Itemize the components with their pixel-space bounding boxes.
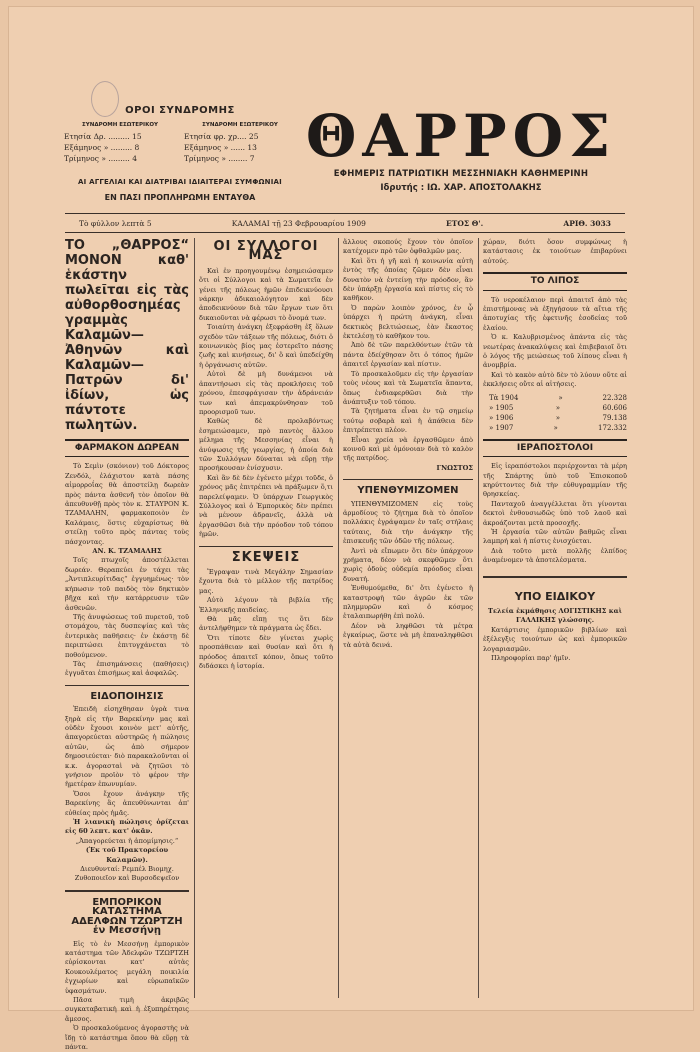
article-paragraph: Τὸ νεροκέλαιον περὶ ἀπαιτεῖ ἀπὸ τὰς ἐπιστήμονας νὰ ἐξηγήσουν τὰ αἴτια τῆς ἀποτυχίας τῆς ἐφετινῆς ἐσοδείας τοῦ ἐλαίου. [483,295,627,332]
stat-row [489,393,627,403]
stat-year: » 1907 [489,423,514,432]
article-paragraph: Ἀντὶ νὰ εἴπωμεν ὅτι δὲν ὑπάρχουν χρήματα, δέον νὰ σκεφθῶμεν ὅτι χωρὶς ὁδοὺς οὐδεμία πρόοδος εἶναι δυνατή. [343,546,473,583]
article-signature: ΓΝΩΣΤΟΣ [436,463,473,472]
reminder-heading: ΥΠΕΝΘΥΜΙΖΟΜΕΝ [357,485,459,497]
article-paragraph: Πληροφορίαι παρ' ἡμῖν. [491,654,571,662]
article-paragraph: Διὰ τοῦτο μετὰ πολλῆς ἐλπίδος ἀναμένομεν τὰ ἀποτελέσματα. [483,546,627,565]
divider [65,685,189,686]
paper-subtitle: ΕΦΗΜΕΡΙΣ ΠΑΤΡΙΩΤΙΚΗ ΜΕΣΣΗΝΙΑΚΗ ΚΑΘΗΜΕΡΙΝΗ [333,169,589,179]
article-paragraph: Ἐπειδὴ εἰσηχθησαν ὑγρὰ τινα ξηρὰ εἰς τὴν Βαρεκίνην μας καὶ οὐδὲν ἔχουσι κοινὸν μετ' αὐτῆς, ἀπαγορεύεται αὐστηρῶς ἡ πώλησις αὐτῶν, ὡς ἀπὸ σήμερον δημοσιεύεται· διὸ παρακαλοῦνται οἱ κ.κ. ἀγορασταὶ νὰ ζητῶσι τὸ γνήσιον προϊὸν τὸ φέρον τὴν ἡμετέραν ἐπωνυμίαν. [65,705,189,789]
article-paragraph: χώραν, διότι ὅσον συμφώνως ἡ κατάστασις ἐκ τοιούτων ἐπιβαρύνει αὐτούς. [483,238,627,265]
article-paragraph: Ὅτι τίποτε δὲν γίνεται χωρὶς προσπάθειαν καὶ θυσίαν καὶ ὅτι ἡ πρόοδος ἀπαιτεῖ κόπον, ὅπως τοῦτο διδάσκει ἡ ἱστορία. [199,633,333,671]
article-paragraph: Θὰ μᾶς εἴπῃ τις ὅτι δὲν ἀντελήφθημεν τὰ πράγματα ὡς ἔδει. [199,615,333,633]
stat-value: 79.138 [602,413,627,422]
column-rule [338,238,339,998]
article-paragraph: Ἡ λιανικὴ πώλησις ὁρίζεται εἰς 60 λεπτ. κατ' ὀκᾶν. [65,818,189,836]
article-paragraph: Ἡ ἐργασία τῶν αὐτῶν βαθμῶς εἶναι λαμπρή καὶ ἡ πίστις ἐνισχύεται. [483,527,627,546]
column-4 [483,238,627,1008]
stat-value: 22.328 [602,393,627,402]
stat-unit: » [555,403,561,412]
prepay-note: ΕΝ ΠΑΣΙ ΠΡΟΠΛΗΡΩΜΗ ΕΝΤΑΥΘΑ [104,193,256,202]
article-paragraph: Δέον νὰ ληφθῶσι τὰ μέτρα ἐγκαίρως, ὥστε νὰ μὴ ἐπαναληφθῶσι τὰ αὐτὰ δεινά. [343,621,473,649]
article-paragraph: Αὐτοὶ δὲ μὴ δυνάμενοι νὰ ἀπαντήσωσι εἰς τὰς προκλήσεις τοῦ χρόνου, ἐπεσφράγισαν τὴν ἀδράνειάν των καὶ ἀπεμακρύνθησαν τοῦ προορισμοῦ των. [199,370,333,416]
column-rule [478,238,479,998]
stat-unit: » [553,423,558,432]
article-paragraph: Ἀπὸ δὲ τῶν παρελθόντων ἐτῶν τὰ πάντα ἐδείχθησαν ὅτι ὁ τόπος ἡμῶν ἀπαιτεῖ ἐργασίαν καὶ πίστιν. [343,341,473,369]
divider [343,479,473,480]
article-signature: ΑΝ. Κ. ΤΖΑΜΑΛΗΣ [92,547,162,556]
article-paragraph: Τὰς ἐπισημάνσεις (παθήσεις) ἐγγυᾶται ἐπισήμως καὶ ἀσφαλῶς. [65,659,189,678]
paper-title: ΘΑΡΡΟΣ [305,102,617,170]
article-paragraph: Καὶ ὅτι ἡ γῆ καὶ ἡ κοινωνία αὐτὴ ἐντὸς τῆς ὁποίας ζῶμεν δὲν εἶναι δυνατὸν νὰ ἐντείνῃ τὴν πρόοδον, ἂν δὲν ὑπάρξῃ ἐργασία καὶ πίστις εἰς τὸ καθῆκον. [343,256,473,303]
expert-heading: ΥΠΟ ΕΙΔΙΚΟΥ [514,589,596,603]
domestic-head: ΣΥΝΔΡΟΜΗ ΕΣΩΤΕΡΙΚΟΥ [82,122,158,128]
article-paragraph: ΥΠΕΝΘΥΜΙΖΟΜΕΝ εἰς τοὺς ἁρμοδίους τὸ ζήτημα διὰ τὸ ὁποῖον πολλάκις ἐγράψαμεν ἐν ταῖς στήλαις ταύταις, διὰ τὴν ἀνάγκην τῆς ἐπισκευῆς τῶν ὁδῶν τῆς πόλεως. [343,499,473,546]
article-paragraph: Ὅσοι ἔχουν ἀνάγκην τῆς Βαρεκίνης ἂς ἀπευθύνωνται ἀπ' εὐθείας πρὸς ἡμᾶς. [65,789,189,817]
divider [483,576,627,578]
article-paragraph: ἄλλους σκοπούς ἔχουν τὸν ὁποῖον κατέχομεν πρὸ τῶν ὀφθαλμῶν μας. [343,238,473,256]
domestic-row: Εξάμηνος » ......... 8 [64,143,140,152]
terms-domestic [64,122,176,164]
article-paragraph: Τῆς ἀνυψώσεως τοῦ πυρετοῦ, τοῦ στομάχου, τὰς δυσπεψίας καὶ τὰς ἐντερικὰς παθήσεις· ἐν ἑκάστῃ δὲ περιπτώσει ἐπιτυγχάνεται τὸ ποθούμενον. [65,612,189,659]
column-3 [343,238,473,1008]
societies-heading: ΟΙ ΣΥΛΛΟΓΟΙ ΜΑΣ [213,239,319,264]
article-paragraph: Ὁ κ. Καλυβρισμένος ἀπάντα εἰς τὰς νεωτέρας ἀνακαλύψεις καὶ ἐπιβεβαιοῖ ὅτι ὁ λόγος τῆς μειώσεως τοῦ λίπους εἶναι ἡ ἀνομβρία. [483,333,627,370]
article-paragraph: Ὁ παρὼν λοιπὸν χρόνος, ἐν ᾧ ὑπάρχει ἡ πρώτη ἀνάγκη, εἶναι δεκτικὸς βελτιώσεως, ἐὰν ἕκαστος ἐκτελέσῃ τὸ καθῆκον του. [343,303,473,341]
paper-founder: Ιδρυτής : ΙΩ. ΧΑΡ. ΑΠΟΣΤΟΛΑΚΗΣ [380,183,542,193]
issue-place-date: ΚΑΛΑΜΑΙ τῇ 23 Φεβρουαρίου 1909 [231,218,366,228]
article-paragraph: Κατάρτισις ἐμπορικῶν βιβλίων καὶ ἐξέλεγξις τοιούτων ὡς καὶ ἐμπορικῶν λογαριασμῶν. [483,625,627,653]
issue-year: ΕΤΟΣ Θ'. [446,218,484,228]
masthead-title-block [301,102,621,193]
stat-year: » 1906 [489,413,514,422]
stat-unit: » [555,413,561,422]
missions-heading: ΙΕΡΑΠΟΣΤΟΛΟΙ [483,439,627,457]
stat-row [489,413,627,423]
foreign-row: Τρίμηνος » ........ 7 [184,154,255,163]
column-2 [199,238,333,1008]
foreign-row: Ετησία φρ. χρ.... 25 [184,132,259,141]
article-paragraph: Ἔγραψαν τινὰ Μεγάλην Σημασίαν ἔχοντα διὰ τὸ μέλλον τῆς πατρίδος μας. [199,568,333,595]
article-paragraph: Τὰ ζητήματα εἶναι ἐν τῷ σημείῳ τούτῳ σοβαρὰ καὶ ἡ ἀπάθεια δὲν ἐπιτρέπεται πλέον. [343,407,473,435]
stat-row [489,423,627,433]
article-paragraph: Καὶ ἐν προηγουμένῳ ἐσημειώσαμεν ὅτι οἱ Σύλλογοι καὶ τὰ Σωματεῖα ἐν γένει τῆς πόλεως ἡμῶν ἐπιδεικνύουσι νάρκην ἀδικαιολόγητον καὶ δὲν ἀποδεικνύουν διὰ τῶν ἔργων των ὅτι δικαιοῦνται νὰ φέρωσι τὸ ὄνομά των. [199,266,333,322]
dateline [65,213,625,233]
terms-title: ΟΡΟΙ ΣΥΝΔΡΟΜΗΣ [125,105,235,116]
article-paragraph: Πανταχοῦ ἀναγγέλλεται ὅτι γίνονται δεκτοὶ ἐνθουσιωδῶς ὑπὸ τοῦ λαοῦ καὶ ἀκροάζονται μετὰ προσοχῆς. [483,499,627,527]
issue-number: ΑΡΙΘ. 3033 [563,218,611,228]
article-source: (Ἐκ τοῦ Πρακτορείου Καλαμῶν). [85,846,169,864]
import-stats [489,393,627,433]
domestic-row: Ετησία Δρ. ......... 15 [64,132,142,141]
stat-row [489,403,627,413]
ads-note: ΑΙ ΑΓΓΕΛΙΑΙ ΚΑΙ ΔΙΑΤΡΙΒΑΙ ΙΔΙΑΙΤΕΡΑΙ ΣΥΜΦΩΝΙΑΙ [78,178,282,186]
article-paragraph: Αὐτὸ λέγουν τὰ βιβλία τῆς Ἑλληνικῆς παιδείας. [199,596,333,614]
pharmacy-heading: ΦΑΡΜΑΚΟΝ ΔΩΡΕΑΝ [65,439,189,457]
article-paragraph: „Ἀπαγορεύεται ἡ ἀπομίμησις.“ [75,836,179,845]
issue-price: Τὸ φύλλον λεπτὰ 5 [79,218,152,228]
stat-value: 172.332 [598,423,627,432]
thoughts-heading: ΣΚΕΨΕΙΣ [231,549,301,565]
subscription-terms [64,105,296,202]
stat-value: 60.606 [602,403,627,412]
foreign-row: Εξάμηνος » ...... 13 [184,143,257,152]
article-paragraph: Τοῖς πτωχοῖς ἀποστέλλεται δωρεάν. Θεραπεύει ἐν τάχει τὰς „Ἀντιπλευρίτιδας“ ἐγγυημένως· τὸν κήπωσιν τοῦ παιδὸς τὸν δηκτικὸν βῆχα καὶ τὴν κατάρρευσιν τῶν ἀσθενῶν. [65,556,189,612]
column-1 [65,238,189,1051]
divider [199,546,333,547]
stat-year: Τὰ 1904 [489,393,519,402]
domestic-row: Τρίμηνος » ......... 4 [64,154,137,163]
newspaper-page [8,6,694,1051]
article-paragraph: Ὁ προσκαλούμενος ἀγοραστὴς νὰ ἴδῃ τὸ κατάστημα ὅπου θὰ εὕρῃ τὰ πάντα. [65,1024,189,1051]
article-paragraph: Διευθυνταί: Ρεμπέλ Βιομηχ. Ζυθοποιεῖον καὶ Βυρσοδεψεῖον [74,865,180,883]
divider [65,890,189,892]
article-paragraph: Εἶναι χρεία νὰ ἐργασθῶμεν ἀπὸ κοινοῦ καὶ μὲ ὁμόνοιαν διὰ τὸ καλὸν τῆς πατρίδος. [343,435,473,463]
article-paragraph: Καθὼς δὲ προλαβόντως ἐσημειώσαμεν, πρὸ παντὸς ἄλλου μέλημα τῆς Μεσσηνίας εἶναι ἡ ἀνύψωσις τῆς γεωργίας, ἡ ὁποία διὰ τῶν Συλλόγων δύναται νὰ εὕρῃ τὴν προσήκουσαν ἐνίσχυσιν. [199,417,333,473]
article-paragraph: Καὶ ἂν δὲ δὲν ἐγένετο μέχρι τοῦδε, ὁ χρόνος μᾶς ἐπιτρέπει νὰ πράξωμεν ὅ,τι παρελείψαμεν. Ὁ ὑπάρχων Γεωργικὸς Σύλλογος καὶ ὁ Ἐμπορικὸς δὲν πρέπει νὰ μένουν ἀδρανεῖς, ἀλλὰ νὰ ἐργασθῶσι διὰ τὴν πρόοδον τοῦ τόπου ἡμῶν. [199,473,333,539]
terms-foreign [184,122,296,164]
stat-year: » 1905 [489,403,514,412]
article-paragraph: Καὶ τὸ κακὸν αὐτὸ δὲν τὸ λύουν οὔτε αἱ ἐκκλήσεις οὔτε αἱ αἰτήσεις. [483,370,627,389]
fat-heading: ΤΟ ΛΙΠΟΣ [483,272,627,290]
foreign-head: ΣΥΝΔΡΟΜΗ ΕΞΩΤΕΡΙΚΟΥ [202,122,278,128]
article-paragraph: Εἰς ἱεραπόστολοι περιέρχονται τὰ μέρη τῆς Σπάρτης ὑπὸ τοῦ Ἐπισκοποῦ κηρύττοντες διὰ τὴν εὐθυγραμμίαν τῆς θρησκείας. [483,462,627,499]
article-paragraph: Τὸ Σεμὶν (σκόνιον) τοῦ Δόκτορος Ζενδόλ, ἐλάχιστον κατὰ πάσης αἱμορροΐας θὰ ἀποστείλῃ δωρεὰν πρὸς πάντα ἀσθενῆ τὸν ὁποῖον θὰ ἀπευθυνθῇ πρὸς τὸν κ. ΣΤΑΥΡΟΝ Κ. ΤΖΑΜΑΛΗΝ, φαρμακοποιὸν ἐν Καλάμαις, ὅστις εὐχαρίστως θὰ στείλῃ τοῦτο πρὸς πάντας τοὺς πάσχοντας. [65,462,189,546]
article-paragraph: Τοιαύτη ἀνάγκη ἐξεφράσθη ἐξ ὅλων σχεδὸν τῶν τάξεων τῆς πόλεως, διότι ὁ κοινωνικὸς βίος μας ἐστερεῖτο πάσης ζωῆς καὶ κινήσεως, δι' ὃ καὶ ὑπεδείχθη ἡ ὀργάνωσις αὐτῶν. [199,323,333,369]
terms-columns [64,122,296,164]
stat-unit: » [558,393,563,402]
notices-heading: ΕΙΔΟΠΟΙΗΣΙΣ [90,690,164,702]
article-paragraph: Πᾶσα τιμὴ ἀκριβῶς συγκαταβατικὴ καὶ ἡ ἐξυπηρέτησις ἄμεσος. [65,995,189,1023]
article-paragraph: Εἰς τὸ ἐν Μεσσήνῃ ἐμπορικὸν κατάστημα τῶν Ἀδελφῶν ΤΖΩΡΤΖΗ εὑρίσκονται κατ' αὐτὰς Κουκουλέματος μεγάλη ποικιλία ἐγχωρίων καὶ εὐρωπαϊκῶν ὑφασμάτων. [65,939,189,995]
column-rule [194,238,195,998]
shop-heading: ΕΜΠΟΡΙΚΟΝ ΚΑΤΑΣΤΗΜΑ ΑΔΕΛΦΩΝ ΤΖΩΡΤΖΗ ἐν Μεσσήνῃ [71,896,183,937]
distribution-notice: ΤΟ „ΘΑΡΡΟΣ“ ΜΟΝΟΝ καθ' ἑκάστην πωλεῖται εἰς τὰς αὐθορθοσημέας γραμμὰς Καλαμῶν—Ἀθηνῶν καὶ Καλαμῶν—Πατρῶν δι' ἰδίων, ὡς πάντοτε πωλητῶν. [65,238,189,433]
article-paragraph: Τὸ προσκαλοῦμεν εἰς τὴν ἐργασίαν τοὺς νέους καὶ τὰ Σωματεῖα ἅπαντα, ὅπως ἐνδιαφερθῶσι διὰ τὴν ἀνάπτυξιν τοῦ τόπου. [343,369,473,406]
expert-subheading: Τελεία ἐκμάθησις ΛΟΓΙΣΤΙΚΗΣ καὶ ΓΑΛΛΙΚΗΣ γλώσσης. [488,606,622,625]
article-paragraph: Ἐνθυμούμεθα, δι' ὅτι ἐγένετο ἡ καταστροφὴ τῶν ἀγρῶν ἐκ τῶν πλημμυρῶν καὶ ὁ κόσμος ἐταλαιπωρήθη ἐπὶ πολύ. [343,584,473,621]
